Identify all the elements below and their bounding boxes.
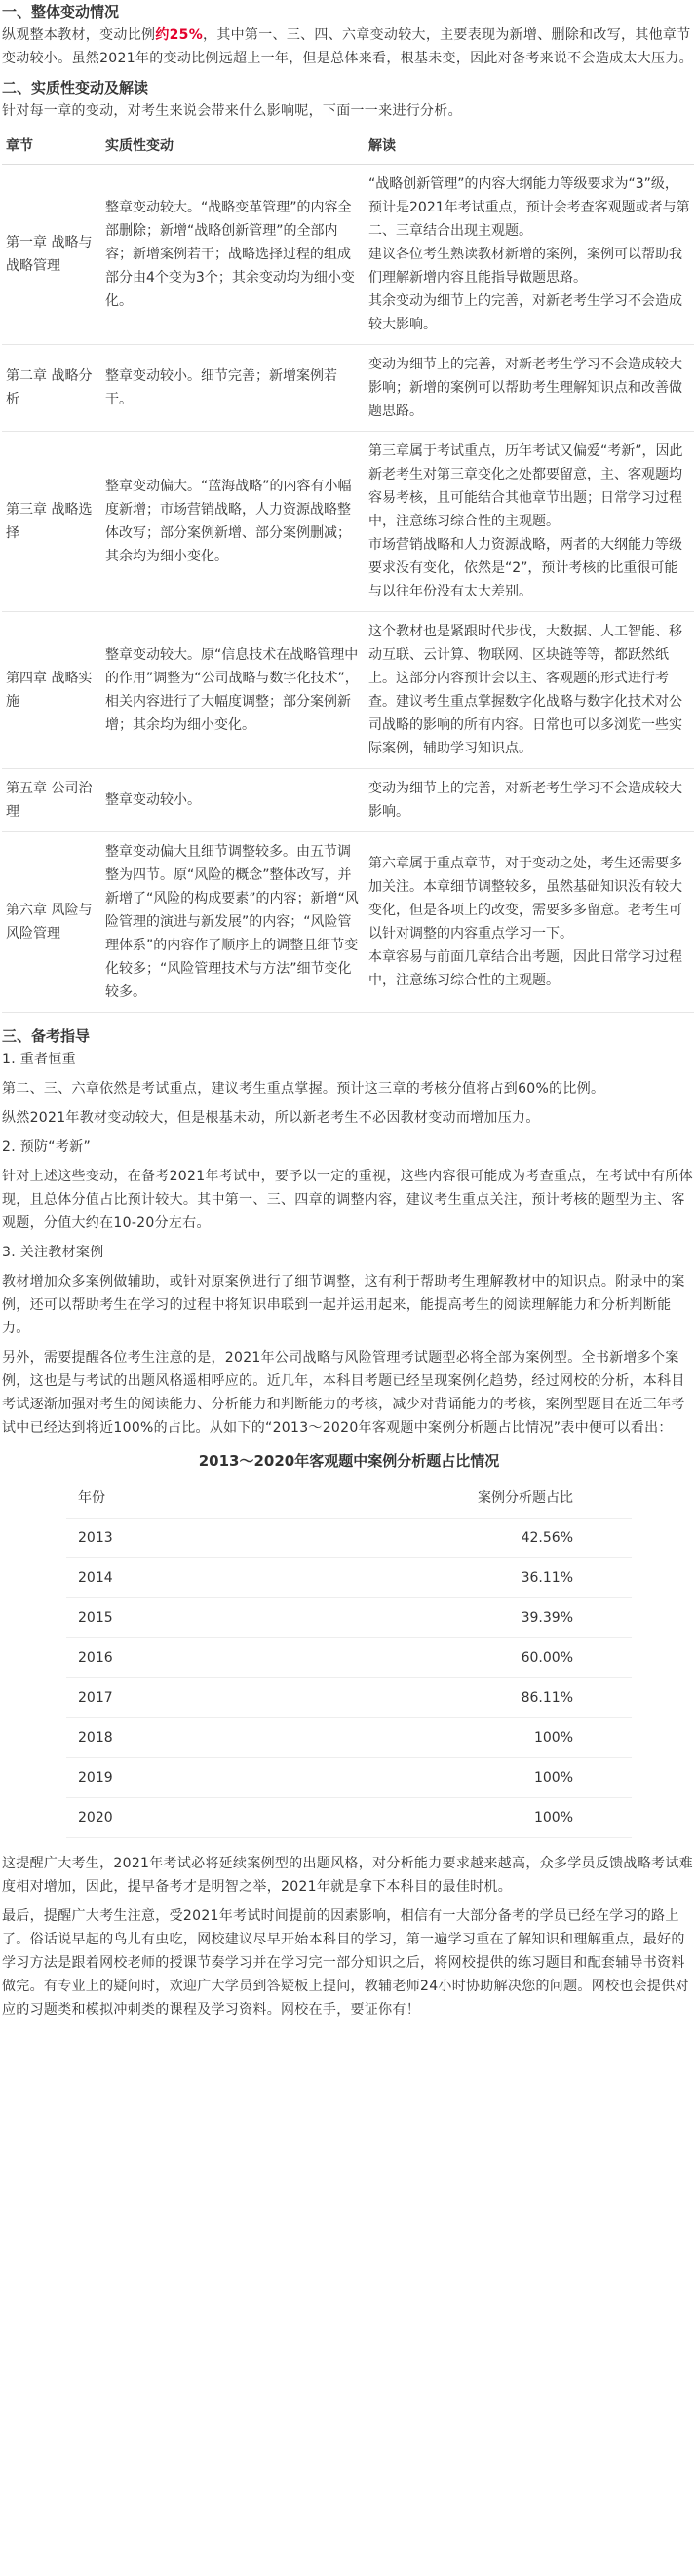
section-2-intro: 针对每一章的变动，对考生来说会带来什么影响呢，下面一一来进行分析。 [2,103,462,119]
header-year: 年份 [66,1479,213,1519]
changes-table [2,129,694,1013]
change-cell: 整章变动较小。 [101,769,365,832]
change-cell: 整章变动较大。“战略变革管理”的内容全部删除；新增“战略创新管理”的全部内容；新增案例若干；战略选择过程的组成部分由4个变为3个；其余变动均为细小变化。 [101,165,365,345]
note-line: 这个教材也是紧跟时代步伐，大数据、人工智能、移动互联、云计算、物联网、区块链等等，都跃然纸上。这部分内容预计会以主、客观题的形式进行考查。建议考生重点掌握数字化战略与数字化技术对公司战略的影响的所有内容。日常也可以多浏览一些实际案例，辅助学习知识点。 [368,624,682,756]
year-cell: 2017 [66,1678,213,1718]
table-row [66,1598,632,1638]
table-row [66,1638,632,1678]
notes-cell [365,165,694,345]
note-line: 变动为细节上的完善，对新老考生学习不会造成较大影响；新增的案例可以帮助考生理解知识点和改善做题思路。 [368,357,682,419]
table-row [2,345,694,432]
change-cell: 整章变动较小。细节完善；新增案例若干。 [101,345,365,432]
ratio-cell: 100% [213,1798,632,1838]
year-cell: 2014 [66,1558,213,1598]
paragraph: 这提醒广大考生，2021年考试必将延续案例型的出题风格，对分析能力要求越来越高，众多学员反馈战略考试难度相对增加，因此，提早备考才是明智之举，2021年就是拿下本科目的最佳时机。 [2,1856,693,1895]
year-cell: 2020 [66,1798,213,1838]
note-line: 第六章属于重点章节，对于变动之处，考生还需要多加关注。本章细节调整较多，虽然基础知识没有较大变化，但是各项上的改变，需要多多留意。老考生可以针对调整的内容重点学习一下。 [368,856,682,942]
ratio-cell: 60.00% [213,1638,632,1678]
change-cell: 整章变动较大。原“信息技术在战略管理中的作用”调整为“公司战略与数字化技术”，相关内容进行了大幅度调整；部分案例新增；其余均为细小变化。 [101,612,365,769]
header-notes: 解读 [365,129,694,165]
header-ratio: 案例分析题占比 [213,1479,632,1519]
year-cell: 2015 [66,1598,213,1638]
section-1-paragraph [2,23,696,70]
table-row [66,1798,632,1838]
paragraph: 教材增加众多案例做辅助，或针对原案例进行了细节调整，这有利于帮助考生理解教材中的知识点。附录中的案例，还可以帮助考生在学习的过程中将知识串联到一起并运用起来，能提高考生的阅读理解能力和分析判断能力。 [2,1274,685,1336]
table-row [66,1718,632,1758]
change-cell: 整章变动偏大。“蓝海战略”的内容有小幅度新增；市场营销战略，人力资源战略整体改写；部分案例新增、部分案例删减；其余均为细小变化。 [101,432,365,612]
section-2-title: 二、实质性变动及解读 [2,79,149,96]
table-row [66,1519,632,1558]
year-cell: 2018 [66,1718,213,1758]
chapter-cell: 第一章 战略与战略管理 [2,165,101,345]
section-1-title: 一、整体变动情况 [2,3,120,20]
notes-cell [365,432,694,612]
year-cell: 2016 [66,1638,213,1678]
notes-cell [365,612,694,769]
paragraph: 另外，需要提醒各位考生注意的是，2021年公司战略与风险管理考试题型必将全部为案例型。全书新增多个案例，这也是与考试的出题风格遥相呼应的。近几年，本科目考题已经呈现案例化趋势，经过网校的分析，本科目考试逐渐加强对考生的阅读能力、分析能力和判断能力的考核，减少对背诵能力的考核，案例型题目在近三年考试中已经达到将近100%的占比。从如下的“2013～2020年客观题中案例分析题占比情况”表中便可以看出： [2,1350,685,1436]
chapter-cell: 第五章 公司治理 [2,769,101,832]
change-ratio-highlight: 约25% [155,27,204,43]
note-line: 本章容易与前面几章结合出考题，因此日常学习过程中，注意练习综合性的主观题。 [368,949,682,988]
section-3-title: 三、备考指导 [2,1027,91,1045]
table-row [2,432,694,612]
note-line: “战略创新管理”的内容大纲能力等级要求为“3”级，预计是2021年考试重点，预计会考查客观题或者与第二、三章结合出现主观题。 [368,176,690,239]
paragraph: 第二、三、六章依然是考试重点，建议考生重点掌握。预计这三章的考核分值将占到60%的比例。 [2,1081,605,1096]
ratio-cell: 86.11% [213,1678,632,1718]
stats-table-header [66,1479,632,1519]
ratio-cell: 39.39% [213,1598,632,1638]
paragraph: 纵然2021年教材变动较大，但是根基未动，所以新老考生不必因教材变动而增加压力。 [2,1110,540,1126]
notes-cell [365,345,694,432]
year-cell: 2019 [66,1758,213,1798]
header-change: 实质性变动 [101,129,365,165]
stats-table-title: 2013～2020年客观题中案例分析题占比情况 [198,1452,500,1470]
note-line: 变动为细节上的完善，对新老考生学习不会造成较大影响。 [368,781,682,820]
header-chapter: 章节 [2,129,101,165]
table-row [2,832,694,1013]
chapter-cell: 第六章 风险与风险管理 [2,832,101,1013]
chapter-cell: 第三章 战略选择 [2,432,101,612]
table-row [2,769,694,832]
paragraph: 最后，提醒广大考生注意，受2021年考试时间提前的因素影响，相信有一大部分备考的学员已经在学习的路上了。俗话说早起的鸟儿有虫吃，网校建议尽早开始本科目的学习，第一遍学习重在了解知识和理解重点，最好的学习方法是跟着网校老师的授课节奏学习并在学习完一部分知识之后，将网校提供的练习题目和配套辅导书资料做完。有专业上的疑问时，欢迎广大学员到答疑板上提问，教辅老师24小时协助解决您的问题。网校也会提供对应的习题类和模拟冲刺类的课程及学习资料。网校在手，要证你有！ [2,1908,689,2018]
subheading-cases: 3. 关注教材案例 [2,1245,104,1260]
subheading-new-content: 2. 预防“考新” [2,1139,92,1155]
table-row [66,1558,632,1598]
table-row [2,165,694,345]
notes-cell [365,769,694,832]
ratio-cell: 36.11% [213,1558,632,1598]
changes-table-header [2,129,694,165]
paragraph: 针对上述这些变动，在备考2021年考试中，要予以一定的重视，这些内容很可能成为考查重点，在考试中有所体现，且总体分值占比预计较大。其中第一、三、四章的调整内容，建议考生重点关注，预计考核的题型为主、客观题，分值大约在10-20分左右。 [2,1169,693,1231]
notes-cell [365,832,694,1013]
case-ratio-table [66,1479,632,1838]
note-line: 建议各位考生熟读教材新增的案例，案例可以帮助我们理解新增内容且能指导做题思路。 [368,247,682,286]
note-line: 第三章属于考试重点，历年考试又偏爱“考新”，因此新老考生对第三章变化之处都要留意，主、客观题均容易考核，且可能结合其他章节出题；日常学习过程中，注意练习综合性的主观题。 [368,443,683,529]
ratio-cell: 100% [213,1718,632,1758]
note-line: 其余变动为细节上的完善，对新老考生学习不会造成较大影响。 [368,293,682,332]
subheading-focus: 1. 重者恒重 [2,1052,76,1067]
table-row [66,1678,632,1718]
chapter-cell: 第四章 战略实施 [2,612,101,769]
note-line: 市场营销战略和人力资源战略，两者的大纲能力等级要求没有变化，依然是“2”，预计考核的比重很可能与以往年份没有太大差别。 [368,537,682,599]
ratio-cell: 100% [213,1758,632,1798]
year-cell: 2013 [66,1519,213,1558]
section-1-text-a: 纵观整本教材，变动比例 [2,27,156,43]
ratio-cell: 42.56% [213,1519,632,1558]
chapter-cell: 第二章 战略分析 [2,345,101,432]
table-row [66,1758,632,1798]
change-cell: 整章变动偏大且细节调整较多。由五节调整为四节。原“风险的概念”整体改写，并新增了“风险的构成要素”的内容；新增“风险管理的演进与新发展”的内容；“风险管理体系”的内容作了顺序上的调整且细节变化较多；“风险管理技术与方法”细节变化较多。 [101,832,365,1013]
section-1-text-b: ，其中第一、三、四、六章变动较大，主要表现为新增、删除和改写，其他章节变动较小。虽然2021年的变动比例远超上一年，但是总体来看，根基未变，因此对备考来说不会造成太大压力。 [2,27,693,66]
table-row [2,612,694,769]
